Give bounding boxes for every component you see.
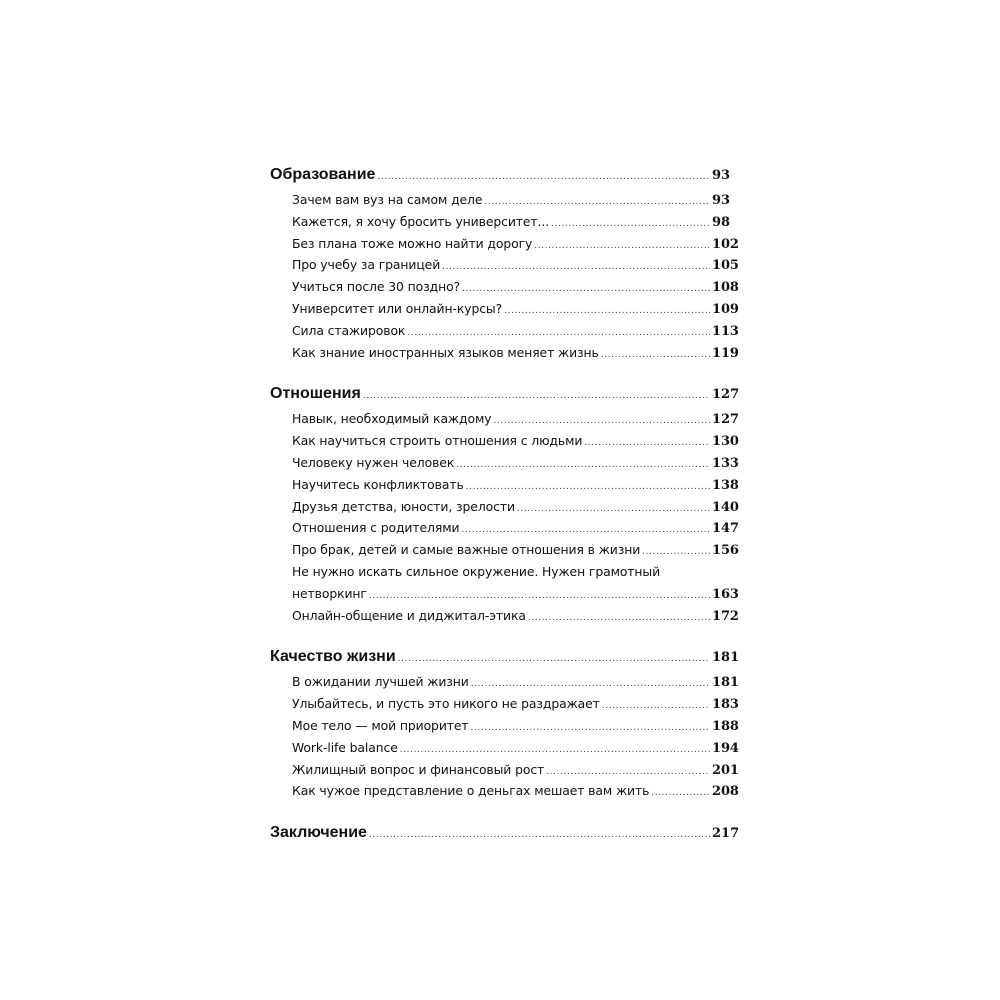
toc-entry bbox=[292, 235, 739, 258]
dot-leader bbox=[377, 172, 710, 182]
entry-title: Сила стажировок bbox=[292, 322, 406, 338]
section-title: Образование bbox=[270, 166, 376, 183]
toc-entry bbox=[292, 674, 739, 696]
entry-page-number: 188 bbox=[712, 718, 739, 734]
entry-title: Учиться после 30 поздно? bbox=[292, 279, 461, 295]
toc-section-heading bbox=[270, 385, 740, 411]
section-page-number: 217 bbox=[712, 826, 740, 842]
entry-page-number: 181 bbox=[712, 675, 739, 691]
toc-section-education bbox=[270, 166, 739, 366]
section-title: Заключение bbox=[270, 824, 367, 842]
entry-title: Отношения с родителями bbox=[292, 520, 460, 536]
dot-leader bbox=[400, 745, 710, 755]
dot-leader bbox=[493, 416, 710, 426]
dot-leader bbox=[517, 504, 710, 514]
entry-title: Друзья детства, юности, зрелости bbox=[292, 498, 515, 514]
toc-entry bbox=[292, 300, 739, 323]
entry-title: Без плана тоже можно найти дорогу bbox=[292, 235, 533, 251]
entry-title: Онлайн-общение и диджитал-этика bbox=[292, 607, 526, 623]
entry-page-number: 102 bbox=[712, 236, 739, 252]
entry-title: Work-life balance bbox=[292, 739, 398, 755]
dot-leader bbox=[407, 328, 710, 338]
toc-entry bbox=[292, 542, 739, 564]
entry-page-number: 133 bbox=[712, 455, 739, 471]
entry-title: Жилищный вопрос и финансовый рост bbox=[292, 761, 545, 777]
entry-page-number: 105 bbox=[712, 258, 739, 274]
toc-entry bbox=[292, 607, 739, 630]
entry-page-number: 119 bbox=[712, 345, 739, 361]
toc-section-quality-of-life bbox=[270, 648, 740, 805]
dot-leader bbox=[471, 723, 710, 733]
section-page-number: 181 bbox=[712, 650, 740, 666]
section-page-number: 93 bbox=[712, 168, 731, 183]
dot-leader bbox=[442, 262, 710, 272]
entry-page-number: 201 bbox=[712, 762, 739, 778]
toc-entry bbox=[292, 454, 739, 477]
toc-entry-multiline bbox=[292, 563, 739, 608]
toc-section-heading bbox=[270, 824, 740, 850]
toc-section-heading bbox=[270, 648, 740, 674]
toc-entry bbox=[292, 739, 739, 762]
dot-leader bbox=[471, 679, 710, 689]
entry-page-number: 194 bbox=[712, 740, 739, 756]
entry-title: Университет или онлайн-курсы? bbox=[292, 300, 503, 316]
entry-page-number: 172 bbox=[712, 608, 739, 624]
toc-entry bbox=[292, 498, 739, 521]
toc-entry bbox=[292, 192, 728, 214]
entry-title: Человеку нужен человек bbox=[292, 454, 455, 470]
section-page-number: 127 bbox=[712, 387, 740, 403]
dot-leader bbox=[601, 350, 710, 360]
entry-title: Как знание иностранных языков меняет жизнь bbox=[292, 344, 599, 360]
entry-page-number: 147 bbox=[712, 521, 739, 537]
dot-leader bbox=[369, 830, 710, 840]
entry-page-number: 156 bbox=[712, 543, 739, 559]
toc-entry bbox=[292, 344, 739, 367]
dot-leader bbox=[398, 654, 710, 664]
entry-title: В ожидании лучшей жизни bbox=[292, 674, 469, 690]
dot-leader bbox=[504, 306, 710, 316]
entry-title: Про брак, детей и самые важные отношения в жизни bbox=[292, 542, 641, 558]
dot-leader bbox=[651, 788, 710, 798]
entry-title-line-2: нетворкинг bbox=[292, 585, 367, 601]
toc-section-relationships bbox=[270, 385, 740, 629]
entry-title: Как научиться строить отношения с людьми bbox=[292, 433, 583, 449]
entry-title: Мое тело — мой приоритет bbox=[292, 717, 469, 733]
table-of-contents bbox=[270, 166, 740, 869]
toc-entry bbox=[292, 476, 739, 499]
section-title: Отношения bbox=[270, 385, 361, 403]
toc-entry bbox=[292, 433, 739, 455]
dot-leader bbox=[546, 767, 710, 777]
dot-leader bbox=[369, 591, 710, 601]
entry-title: Навык, необходимый каждому bbox=[292, 411, 492, 427]
entry-page-number: 138 bbox=[712, 477, 739, 493]
entry-title: Как чужое представление о деньгах мешает вам жить bbox=[292, 783, 650, 799]
dot-leader bbox=[642, 547, 710, 557]
toc-entry bbox=[292, 257, 739, 279]
entry-page-number: 93 bbox=[712, 193, 730, 208]
entry-page-number: 98 bbox=[712, 214, 730, 230]
entry-page-number: 208 bbox=[712, 784, 739, 800]
toc-entry bbox=[292, 411, 739, 433]
entry-title-line bbox=[292, 564, 728, 586]
toc-entry bbox=[292, 783, 739, 805]
toc-entry bbox=[292, 322, 739, 345]
entry-title: Зачем вам вуз на самом деле bbox=[292, 192, 483, 207]
dot-leader bbox=[551, 219, 710, 229]
dot-leader bbox=[584, 438, 710, 448]
toc-section-conclusion bbox=[270, 824, 740, 850]
entry-page-number: 113 bbox=[712, 323, 739, 339]
toc-entry bbox=[292, 279, 739, 301]
entry-page-number: 140 bbox=[712, 499, 739, 515]
entry-page-number: 163 bbox=[712, 586, 739, 602]
entry-title-line bbox=[292, 585, 739, 608]
entry-title: Научитесь конфликтовать bbox=[292, 476, 464, 492]
entry-page-number: 108 bbox=[712, 280, 739, 296]
toc-entry bbox=[292, 520, 739, 542]
dot-leader bbox=[528, 613, 710, 623]
dot-leader bbox=[602, 701, 710, 711]
entry-page-number: 183 bbox=[712, 697, 739, 713]
dot-leader bbox=[461, 525, 710, 535]
toc-entry bbox=[292, 717, 739, 740]
entry-page-number: 109 bbox=[712, 301, 739, 317]
toc-entry bbox=[292, 214, 728, 236]
entry-page-number: 127 bbox=[712, 412, 739, 428]
entry-title: Кажется, я хочу бросить университет... bbox=[292, 213, 550, 229]
dot-leader bbox=[462, 284, 710, 294]
dot-leader bbox=[484, 197, 710, 207]
entry-title-line-1: Не нужно искать сильное окружение. Нужен грамотный bbox=[292, 563, 661, 579]
dot-leader bbox=[456, 460, 710, 470]
toc-entry bbox=[292, 761, 739, 784]
dot-leader bbox=[363, 391, 710, 401]
entry-title: Про учебу за границей bbox=[292, 257, 441, 273]
toc-entry bbox=[292, 696, 739, 718]
toc-section-heading bbox=[270, 166, 731, 192]
entry-title: Улыбайтесь, и пусть это никого не раздражает bbox=[292, 696, 600, 712]
dot-leader bbox=[534, 241, 710, 251]
entry-page-number: 130 bbox=[712, 434, 739, 450]
dot-leader bbox=[466, 482, 710, 492]
section-title: Качество жизни bbox=[270, 648, 396, 666]
